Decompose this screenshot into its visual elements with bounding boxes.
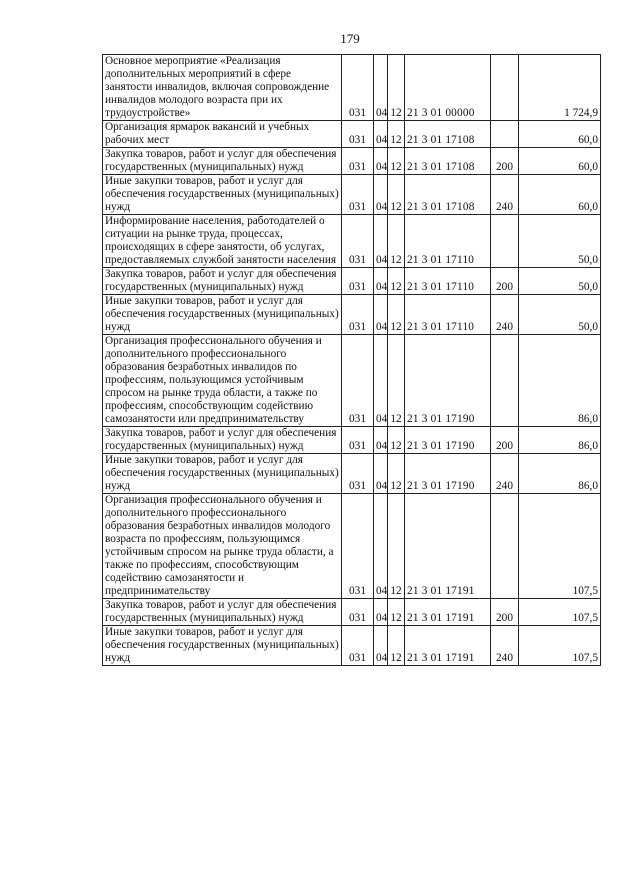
amount-cell: 86,0 xyxy=(519,427,601,454)
subsection-code-cell: 12 xyxy=(388,175,405,215)
subsection-code-cell: 12 xyxy=(388,427,405,454)
expense-name-cell: Закупка товаров, работ и услуг для обеспечения государственных (муниципальных) нужд xyxy=(103,148,342,175)
target-article-cell: 21 3 01 17108 xyxy=(405,121,491,148)
amount-cell: 86,0 xyxy=(519,454,601,494)
expense-name-cell: Закупка товаров, работ и услуг для обеспечения государственных (муниципальных) нужд xyxy=(103,268,342,295)
amount-cell: 60,0 xyxy=(519,148,601,175)
subsection-code-cell: 12 xyxy=(388,148,405,175)
amount-cell: 60,0 xyxy=(519,175,601,215)
table-row xyxy=(103,599,601,626)
section-code-cell: 04 xyxy=(374,55,388,121)
amount-cell: 50,0 xyxy=(519,295,601,335)
table-row xyxy=(103,175,601,215)
ministry-code-cell: 031 xyxy=(342,215,374,268)
section-code-cell: 04 xyxy=(374,175,388,215)
expense-type-cell: 240 xyxy=(491,626,519,666)
target-article-cell: 21 3 01 17110 xyxy=(405,268,491,295)
ministry-code-cell: 031 xyxy=(342,148,374,175)
expense-type-cell: 200 xyxy=(491,427,519,454)
subsection-code-cell: 12 xyxy=(388,295,405,335)
expense-name-cell: Основное мероприятие «Реализация дополнительных мероприятий в сфере занятости инвалидов, включая сопровождение инвалидов молодого возраста при их трудоустройстве» xyxy=(103,55,342,121)
ministry-code-cell: 031 xyxy=(342,626,374,666)
section-code-cell: 04 xyxy=(374,454,388,494)
subsection-code-cell: 12 xyxy=(388,121,405,148)
expense-name-cell: Организация ярмарок вакансий и учебных рабочих мест xyxy=(103,121,342,148)
expense-type-cell xyxy=(491,215,519,268)
subsection-code-cell: 12 xyxy=(388,268,405,295)
ministry-code-cell: 031 xyxy=(342,175,374,215)
expense-name-cell: Информирование населения, работодателей о ситуации на рынке труда, процессах, происходящих в сфере занятости, об услугах, предоставляемых службой занятости населения xyxy=(103,215,342,268)
section-code-cell: 04 xyxy=(374,215,388,268)
ministry-code-cell: 031 xyxy=(342,599,374,626)
page-number: 179 xyxy=(340,31,360,46)
section-code-cell: 04 xyxy=(374,599,388,626)
subsection-code-cell: 12 xyxy=(388,215,405,268)
table-row xyxy=(103,626,601,666)
ministry-code-cell: 031 xyxy=(342,494,374,599)
target-article-cell: 21 3 01 17110 xyxy=(405,215,491,268)
subsection-code-cell: 12 xyxy=(388,55,405,121)
target-article-cell: 21 3 01 00000 xyxy=(405,55,491,121)
amount-cell: 107,5 xyxy=(519,494,601,599)
ministry-code-cell: 031 xyxy=(342,268,374,295)
expense-name-cell: Закупка товаров, работ и услуг для обеспечения государственных (муниципальных) нужд xyxy=(103,427,342,454)
expense-name-cell: Иные закупки товаров, работ и услуг для обеспечения государственных (муниципальных) нужд xyxy=(103,626,342,666)
section-code-cell: 04 xyxy=(374,268,388,295)
section-code-cell: 04 xyxy=(374,121,388,148)
expense-type-cell: 240 xyxy=(491,295,519,335)
subsection-code-cell: 12 xyxy=(388,454,405,494)
target-article-cell: 21 3 01 17191 xyxy=(405,494,491,599)
expense-type-cell: 240 xyxy=(491,175,519,215)
target-article-cell: 21 3 01 17190 xyxy=(405,427,491,454)
section-code-cell: 04 xyxy=(374,494,388,599)
section-code-cell: 04 xyxy=(374,295,388,335)
section-code-cell: 04 xyxy=(374,335,388,427)
ministry-code-cell: 031 xyxy=(342,295,374,335)
ministry-code-cell: 031 xyxy=(342,335,374,427)
subsection-code-cell: 12 xyxy=(388,626,405,666)
table-body xyxy=(103,55,601,666)
amount-cell: 86,0 xyxy=(519,335,601,427)
target-article-cell: 21 3 01 17108 xyxy=(405,175,491,215)
subsection-code-cell: 12 xyxy=(388,494,405,599)
section-code-cell: 04 xyxy=(374,427,388,454)
expense-name-cell: Организация профессионального обучения и дополнительного профессионального образования безработных инвалидов молодого возраста по профессиям, пользующимся устойчивым спросом на рынке труда области, а также по профессиям, способствующим содействию самозанятости и предпринимательству xyxy=(103,494,342,599)
expense-type-cell xyxy=(491,494,519,599)
section-code-cell: 04 xyxy=(374,148,388,175)
expense-type-cell: 200 xyxy=(491,148,519,175)
amount-cell: 50,0 xyxy=(519,215,601,268)
ministry-code-cell: 031 xyxy=(342,121,374,148)
target-article-cell: 21 3 01 17191 xyxy=(405,626,491,666)
expense-type-cell: 200 xyxy=(491,268,519,295)
table-row xyxy=(103,427,601,454)
ministry-code-cell: 031 xyxy=(342,454,374,494)
table-row xyxy=(103,268,601,295)
budget-table xyxy=(102,54,601,666)
subsection-code-cell: 12 xyxy=(388,335,405,427)
section-code-cell: 04 xyxy=(374,626,388,666)
expense-type-cell xyxy=(491,335,519,427)
target-article-cell: 21 3 01 17191 xyxy=(405,599,491,626)
target-article-cell: 21 3 01 17190 xyxy=(405,454,491,494)
subsection-code-cell: 12 xyxy=(388,599,405,626)
expense-name-cell: Иные закупки товаров, работ и услуг для обеспечения государственных (муниципальных) нужд xyxy=(103,175,342,215)
expense-type-cell xyxy=(491,55,519,121)
expense-type-cell: 240 xyxy=(491,454,519,494)
expense-type-cell xyxy=(491,121,519,148)
expense-name-cell: Иные закупки товаров, работ и услуг для обеспечения государственных (муниципальных) нужд xyxy=(103,295,342,335)
table-row xyxy=(103,148,601,175)
amount-cell: 107,5 xyxy=(519,599,601,626)
amount-cell: 50,0 xyxy=(519,268,601,295)
amount-cell: 1 724,9 xyxy=(519,55,601,121)
table-row xyxy=(103,454,601,494)
expense-type-cell: 200 xyxy=(491,599,519,626)
table-row xyxy=(103,295,601,335)
ministry-code-cell: 031 xyxy=(342,55,374,121)
table-row xyxy=(103,215,601,268)
expense-name-cell: Закупка товаров, работ и услуг для обеспечения государственных (муниципальных) нужд xyxy=(103,599,342,626)
amount-cell: 107,5 xyxy=(519,626,601,666)
amount-cell: 60,0 xyxy=(519,121,601,148)
table-row xyxy=(103,494,601,599)
table-row xyxy=(103,55,601,121)
target-article-cell: 21 3 01 17108 xyxy=(405,148,491,175)
table-row xyxy=(103,335,601,427)
expense-name-cell: Иные закупки товаров, работ и услуг для обеспечения государственных (муниципальных) нужд xyxy=(103,454,342,494)
expense-name-cell: Организация профессионального обучения и дополнительного профессионального образования безработных инвалидов по профессиям, пользующимся устойчивым спросом на рынке труда области, а также по профессиям, способствующим содействию самозанятости или предпринимательству xyxy=(103,335,342,427)
table-row xyxy=(103,121,601,148)
ministry-code-cell: 031 xyxy=(342,427,374,454)
target-article-cell: 21 3 01 17110 xyxy=(405,295,491,335)
target-article-cell: 21 3 01 17190 xyxy=(405,335,491,427)
